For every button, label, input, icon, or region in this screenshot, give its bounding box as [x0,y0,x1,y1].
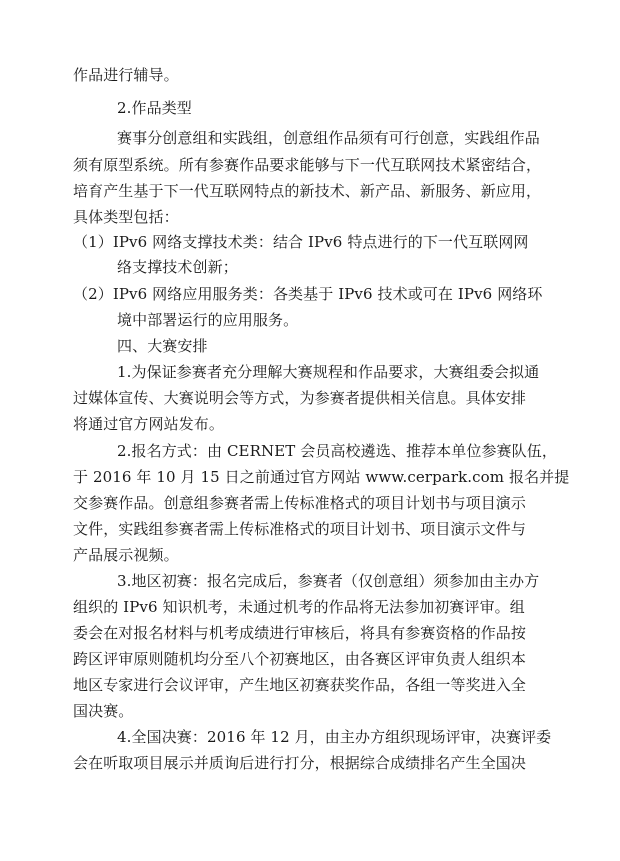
section-heading: 2.作品类型 [117,99,192,117]
text-line: 2.报名方式：由 CERNET 会员高校遴选、推荐本单位参赛队伍， [117,442,557,460]
text-line: 交参赛作品。创意组参赛者需上传标准格式的项目计划书与项目演示 [73,494,527,512]
list-item: （1）IPv6 网络支撑技术类：结合 IPv6 特点进行的下一代互联网网 [73,233,529,251]
text-line: 文件，实践组参赛者需上传标准格式的项目计划书、项目演示文件与 [73,520,527,538]
text-line: 会在听取项目展示并质询后进行打分，根据综合成绩排名产生全国决 [73,754,527,772]
text-line: 产品展示视频。 [73,546,179,564]
text-line: 国决赛。 [73,702,134,720]
text-line: 具体类型包括： [73,208,179,226]
text-line: 跨区评审原则随机均分至八个初赛地区，由各赛区评审负责人组织本 [73,650,527,668]
text-line: 3.地区初赛：报名完成后，参赛者（仅创意组）须参加由主办方 [117,572,540,590]
text-line: 须有原型系统。所有参赛作品要求能够与下一代互联网技术紧密结合， [73,156,542,174]
text-line: 委会在对报名材料与机考成绩进行审核后，将具有参赛资格的作品按 [73,624,527,642]
list-item: （2）IPv6 网络应用服务类：各类基于 IPv6 技术或可在 IPv6 网络环 [73,285,543,303]
text-line: 赛事分创意组和实践组，创意组作品须有可行创意，实践组作品 [117,129,540,147]
text-line: 1.为保证参赛者充分理解大赛规程和作品要求，大赛组委会拟通 [117,363,540,381]
text-line: 络支撑技术创新； [117,258,238,276]
text-line: 作品进行辅导。 [73,66,179,84]
text-line: 地区专家进行会议评审，产生地区初赛获奖作品，各组一等奖进入全 [73,676,527,694]
text-line: 培育产生基于下一代互联网特点的新技术、新产品、新服务、新应用， [73,182,542,200]
text-line: 将通过官方网站发布。 [73,415,225,433]
text-line: 过媒体宣传、大赛说明会等方式，为参赛者提供相关信息。具体安排 [73,389,527,407]
text-line: 境中部署运行的应用服务。 [117,311,299,329]
text-line: 组织的 IPv6 知识机考，未通过机考的作品将无法参加初赛评审。组 [73,598,525,616]
text-line: 于 2016 年 10 月 15 日之前通过官方网站 www.cerpark.com 报名并提 [73,468,570,486]
section-heading: 四、大赛安排 [117,337,208,355]
text-line: 4.全国决赛：2016 年 12 月，由主办方组织现场评审，决赛评委 [117,728,552,746]
